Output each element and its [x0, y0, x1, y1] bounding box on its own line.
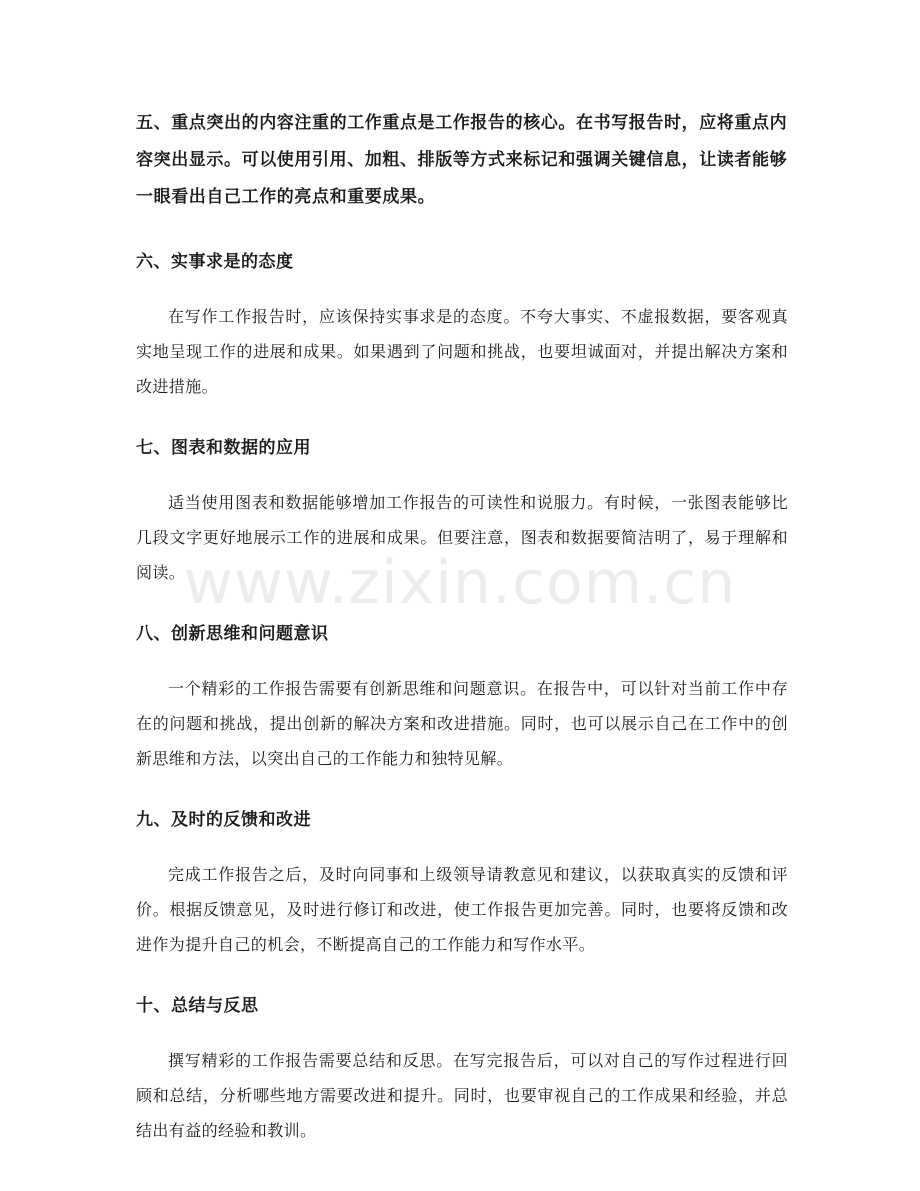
section-paragraph: 适当使用图表和数据能够增加工作报告的可读性和说服力。有时候，一张图表能够比几段文字更好地展示工作的进展和成果。但要注意，图表和数据要简洁明了，易于理解和阅读。 — [136, 493, 788, 582]
section-heading: 七、图表和数据的应用 — [136, 438, 311, 458]
watermark: www.zixin.com.cn — [183, 548, 737, 618]
section-6 — [136, 250, 788, 404]
section-paragraph: 一个精彩的工作报告需要有创新思维和问题意识。在报告中，可以针对当前工作中存在的问题和挑战，提出创新的解决方案和改进措施。同时，也可以展示自己在工作中的创新思维和方法，以突出自己的工作能力和独特见解。 — [136, 679, 788, 768]
document-body — [136, 105, 788, 1148]
section-heading: 九、及时的反馈和改进 — [136, 810, 311, 830]
section-paragraph: 撰写精彩的工作报告需要总结和反思。在写完报告后，可以对自己的写作过程进行回顾和总结，分析哪些地方需要改进和提升。同时，也要审视自己的工作成果和经验，并总结出有益的经验和教训。 — [136, 1051, 788, 1140]
section-heading: 八、创新思维和问题意识 — [136, 624, 329, 644]
section-heading: 十、总结与反思 — [136, 996, 259, 1016]
section-7 — [136, 436, 788, 590]
section-paragraph: 完成工作报告之后，及时向同事和上级领导请教意见和建议，以获取真实的反馈和评价。根据反馈意见，及时进行修订和改进，使工作报告更加完善。同时，也要将反馈和改进作为提升自己的机会，不断提高自己的工作能力和写作水平。 — [136, 865, 788, 954]
intro-paragraph: 五、重点突出的内容注重的工作重点是工作报告的核心。在书写报告时，应将重点内容突出显示。可以使用引用、加粗、排版等方式来标记和强调关键信息，让读者能够一眼看出自己工作的亮点和重要成果。 — [136, 113, 788, 207]
section-10 — [136, 994, 788, 1148]
section-8 — [136, 622, 788, 776]
section-paragraph: 在写作工作报告时，应该保持实事求是的态度。不夸大事实、不虚报数据，要客观真实地呈现工作的进展和成果。如果遇到了问题和挑战，也要坦诚面对，并提出解决方案和改进措施。 — [136, 307, 788, 396]
section-heading: 六、实事求是的态度 — [136, 252, 294, 272]
section-9 — [136, 808, 788, 962]
